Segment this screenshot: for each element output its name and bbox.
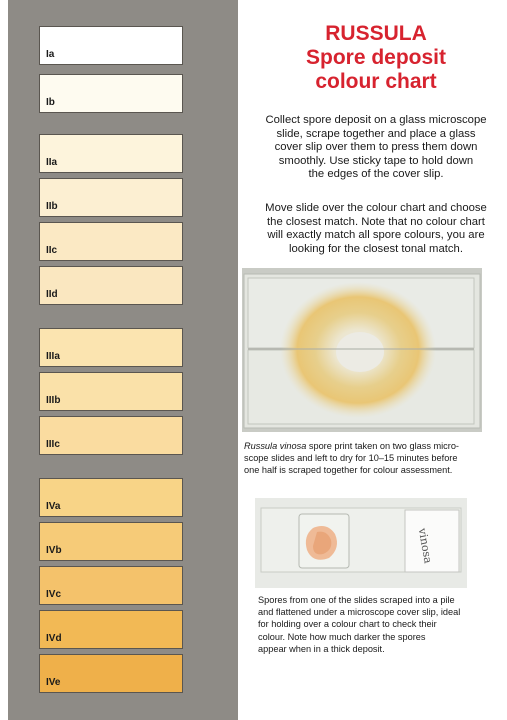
swatch-label: IVc <box>46 589 62 600</box>
text-line: Collect spore deposit on a glass microscope <box>265 114 487 126</box>
caption-text: spore print taken on two glass micro- <box>306 441 459 451</box>
swatch-iib <box>39 178 183 217</box>
swatch-ivb <box>39 522 183 561</box>
swatch-ive <box>39 654 183 693</box>
instructions-paragraph-2 <box>245 202 507 256</box>
text-line: and flattened under a microscope cover slip, ideal <box>258 607 461 618</box>
text-line: will exactly match all spore colours, you are <box>267 229 485 241</box>
swatch-iic <box>39 222 183 261</box>
instructions-paragraph-1 <box>245 114 507 182</box>
swatch-label: IVd <box>46 633 62 644</box>
text-line: the edges of the cover slip. <box>308 168 444 180</box>
swatch-ivd <box>39 610 183 649</box>
text-line: slide, scrape together and place a glass <box>276 127 476 140</box>
swatch-panel <box>8 0 238 720</box>
text-line: Spores from one of the slides scraped into a pile <box>258 595 455 605</box>
text-line: the closest match. Note that no colour chart <box>267 215 485 228</box>
spore-print-photo <box>242 268 482 432</box>
text-line: colour. Note how much darker the spores <box>258 631 426 642</box>
swatch-iiib <box>39 372 183 411</box>
text-line: scope slides and left to dry for 10–15 minutes before <box>244 453 458 464</box>
swatch-label: IIIc <box>46 439 60 450</box>
title-line-2: Spore deposit <box>305 46 447 69</box>
title-line-1: RUSSULA <box>325 22 427 45</box>
spore-print-caption <box>244 440 494 477</box>
swatch-label: IIb <box>46 201 58 212</box>
swatch-label: IVe <box>46 677 61 688</box>
text-line: cover slip over them to press them down <box>274 141 478 153</box>
swatch-iid <box>39 266 183 305</box>
text-line: appear when in a thick deposit. <box>258 643 385 654</box>
cover-slip-caption <box>258 594 498 655</box>
text-line: Move slide over the colour chart and choose <box>265 202 487 214</box>
slide-label: vinosa <box>415 527 435 565</box>
swatch-label: IIc <box>46 245 58 256</box>
species-name: Russula vinosa <box>244 441 307 451</box>
swatch-label: IVb <box>46 545 62 556</box>
page-title <box>245 22 507 94</box>
swatch-ib <box>39 74 183 113</box>
text-line: smoothly. Use sticky tape to hold down <box>278 154 474 167</box>
text-line: looking for the closest tonal match. <box>289 242 463 255</box>
swatch-label: Ib <box>46 97 55 108</box>
text-line: one half is scraped together for colour assessment. <box>244 465 453 476</box>
swatch-label: IIIa <box>46 351 60 362</box>
title-line-3: colour chart <box>315 70 437 93</box>
swatch-iia <box>39 134 183 173</box>
swatch-iva <box>39 478 183 517</box>
swatch-ivc <box>39 566 183 605</box>
swatch-ia <box>39 26 183 65</box>
swatch-iiic <box>39 416 183 455</box>
text-line <box>244 440 494 452</box>
swatch-label: IVa <box>46 501 61 512</box>
swatch-iiia <box>39 328 183 367</box>
swatch-label: Ia <box>46 49 55 60</box>
text-line: for holding over a colour chart to check their <box>258 619 437 630</box>
cover-slip-photo <box>255 498 467 588</box>
swatch-label: IId <box>46 289 58 300</box>
swatch-label: IIa <box>46 157 58 168</box>
swatch-label: IIIb <box>46 395 61 406</box>
